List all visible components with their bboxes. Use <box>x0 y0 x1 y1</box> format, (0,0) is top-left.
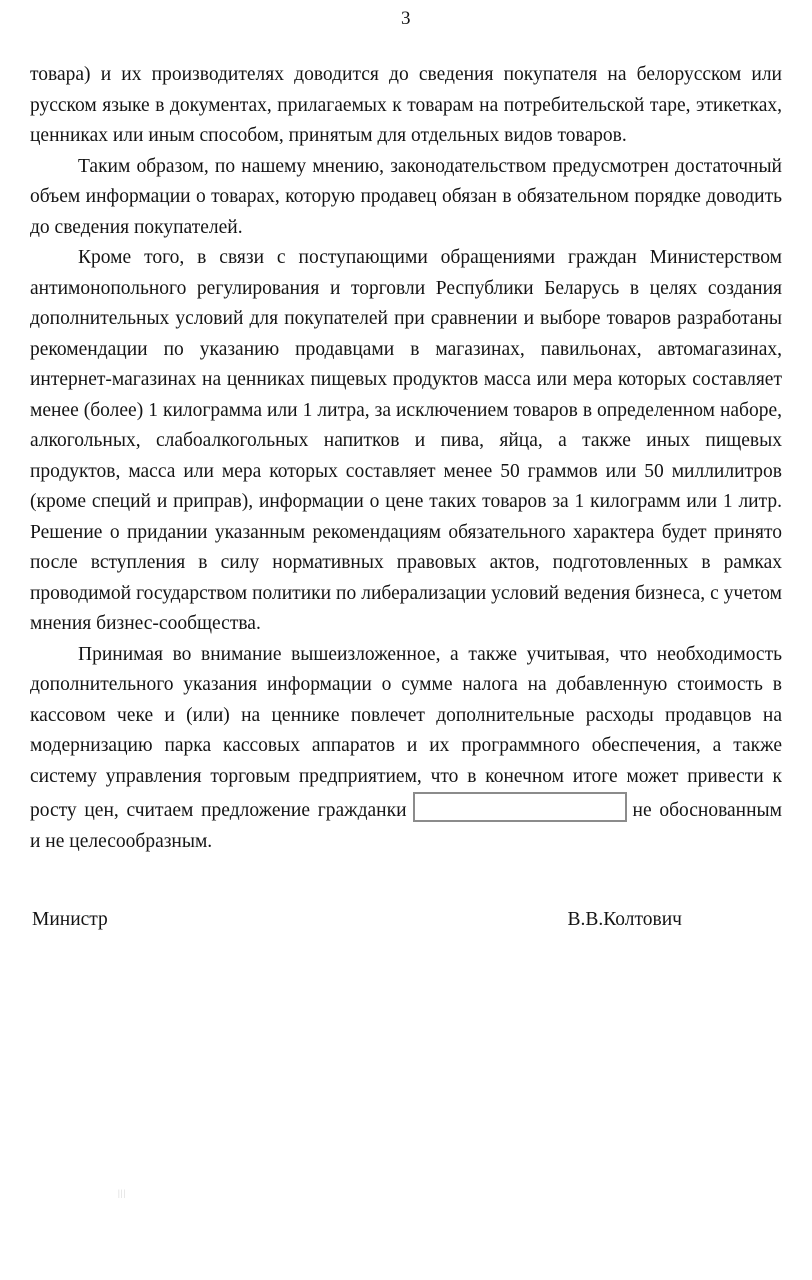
paragraph-1: товара) и их производителях доводится до сведения покупателя на белорусском или русском языке в документах, прилагаемых к товарам на потребительской таре, этикетках, ценниках или иным способом, принятым для отдельных видов товаров. <box>30 64 782 146</box>
signature-block <box>30 909 782 931</box>
paragraph-final <box>30 640 782 858</box>
final-text-after-redaction: не обоснованным и не целесообразным. <box>30 800 782 852</box>
document-body <box>30 60 782 857</box>
final-text-before-redaction: Принимая во внимание вышеизложенное, а также учитывая, что необходимость дополнительного указания информации о сумме налога на добавленную стоимость в кассовом чеке и (или) на ценнике повлечет дополнительные расходы продавцов на модернизацию парка кассовых аппаратов и их программного обеспечения, а также систему управления торговым предприятием, что в конечном итоге может привести к росту цен, считаем предложение гражданки <box>30 643 782 821</box>
paragraph-2: Таким образом, по нашему мнению, законодательством предусмотрен достаточный объем информации о товарах, которую продавец обязан в обязательном порядке доводить до сведения покупателей. <box>30 155 782 238</box>
paragraph-3: Кроме того, в связи с поступающими обращениями граждан Министерством антимонопольного регулирования и торговли Республики Беларусь в целях создания дополнительных условий для покупателей при сравнении и выборе товаров разработаны рекомендации по указанию продавцами в магазинах, павильонах, автомагазинах, интернет-магазинах на ценниках пищевых продуктов масса или мера которых составляет менее (более) 1 килограмма или 1 литра, за исключением товаров в определенном наборе, алкогольных, слабоалкогольных напитков и пива, яйца, а также иных пищевых продуктов, масса или мера которых составляет менее 50 граммов или 50 миллилитров (кроме специй и приправ), информации о цене таких товаров за 1 килограмм или 1 литр. Решение о придании указанным рекомендациям обязательного характера будет принято после вступления в силу нормативных правовых актов, подготовленных в рамках проводимой государством политики по либерализации условий ведения бизнеса, с учетом мнения бизнес-сообщества. <box>30 247 782 634</box>
signature-name: В.В.Колтович <box>567 909 682 930</box>
page-number: 3 <box>401 8 411 29</box>
signature-title: Министр <box>32 909 108 930</box>
faint-scan-mark: ||| <box>118 1188 127 1198</box>
redacted-name-field[interactable] <box>413 792 627 822</box>
